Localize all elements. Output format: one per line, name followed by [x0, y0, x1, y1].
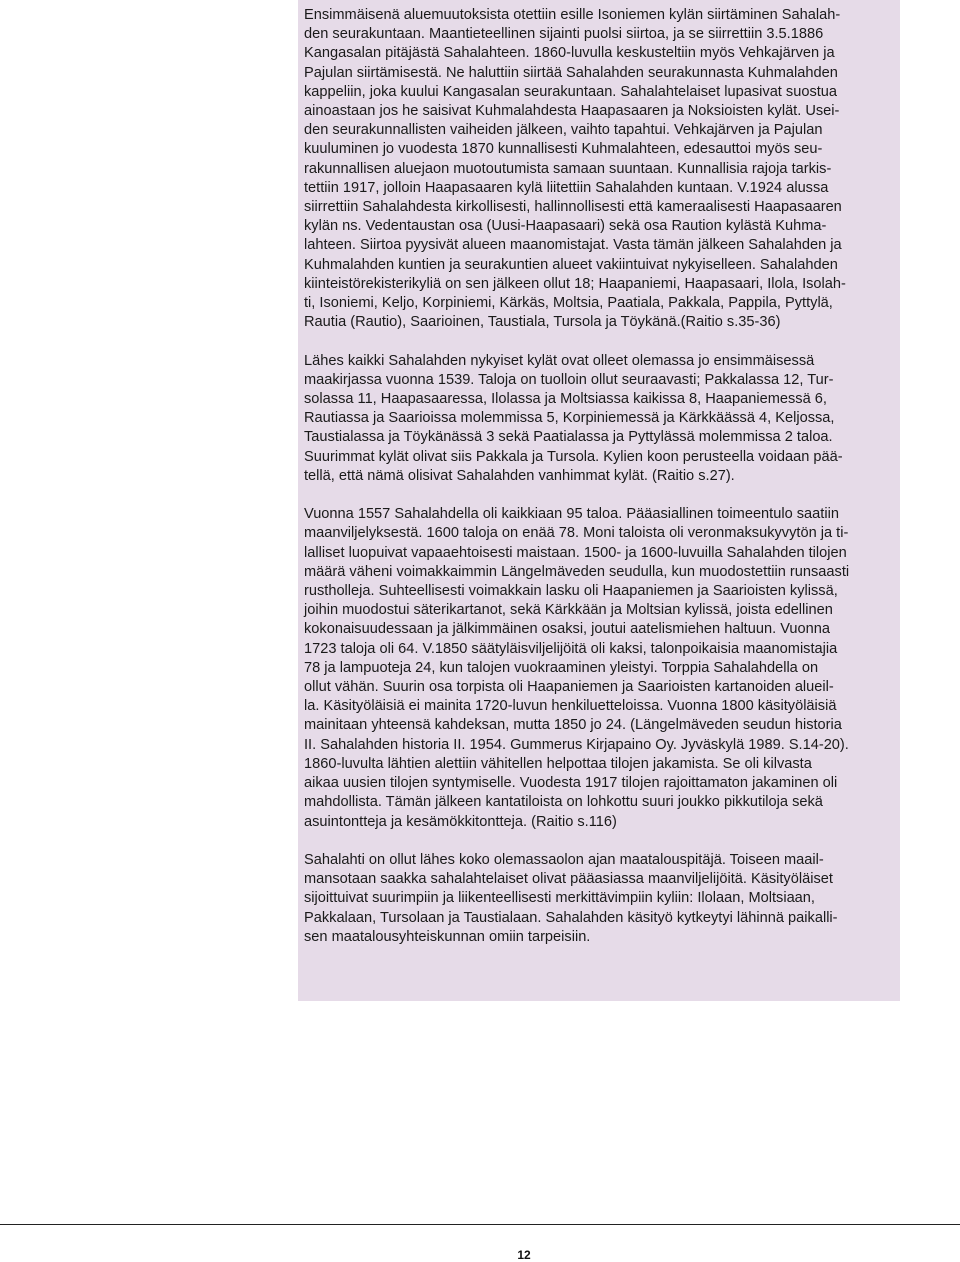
- text-panel: [298, 0, 900, 1001]
- paragraph-aluemuutokset: Ensimmäisenä aluemuutoksista otettiin esille Isoniemen kylän siirtäminen Sahalah- den seurakuntaan. Maantieteellinen sijainti puolsi siirtoa, ja se siirrettiin 3.5.1886 Kangasalan pitäjästä Sahalahteen. 1860-luvulla keskusteltiin myös Vehkajärven ja Pajulan siirtämisestä. Ne haluttiin siirtää Sahalahden seurakunnasta Kuhmalahden kappeliin, joka kuului Kangasalan seurakuntaan. Sahalahtelaiset lupasivat suostua ainoastaan jos he saisivat Kuhmalahdesta Haapasaaren ja Noksioisten kylät. Usei- den seurakunnallisten vaiheiden jälkeen, vaihto tapahtui. Vehkajärven ja Pajulan kuuluminen jo vuodesta 1870 kunnallisesti Kuhmalahteen, edesauttoi myös seu- rakunnallisen aluejaon muotoutumista samaan suuntaan. Kunnallisia rajoja tarkis- tettiin 1917, jolloin Haapasaaren kylä liitettiin Sahalahden kuntaan. V.1924 alussa siirrettiin Sahalahdesta kirkollisesti, hallinnollisesti että kameraalisesti Haapasaaren kylän ns. Vedentaustan osa (Uusi-Haapasaari) sekä osa Raution kylästä Kuhma- lahteen. Siirtoa pyysivät alueen maanomistajat. Vasta tämän jälkeen Sahalahden ja Kuhmalahden kuntien ja seurakuntien alueet vakiintuivat nykyiselleen. Sahalahden kiinteistörekisterikyliä on sen jälkeen ollut 18; Haapaniemi, Haapasaari, Ilola, Isolah- ti, Isoniemi, Keljo, Korpiniemi, Kärkäs, Moltsia, Paatiala, Pakkala, Pappila, Pyttylä, Rautia (Rautio), Saarioinen, Taustiala, Tursola ja Töykänä.(Raitio s.35-36): [304, 7, 846, 331]
- paragraph-maatalouspitaja: Sahalahti on ollut lähes koko olemassaolon ajan maatalouspitäjä. Toiseen maail- mansotaan saakka sahalahtelaiset olivat pääasiassa maanviljelijöitä. Käsityöläiset sijoittuivat suurimpiin ja liikenteellisesti merkittävimpiin kyliin: Ilolaan, Moltsiaan, Pakkalaan, Tursolaan ja Taustialaan. Sahalahden käsityö kytkeytyi lähinnä paikalli- sen maatalousyhteiskunnan omiin tarpeisiin.: [304, 851, 838, 945]
- paragraph-kylat-1539: Lähes kaikki Sahalahden nykyiset kylät ovat olleet olemassa jo ensimmäisessä maakirjassa vuonna 1539. Taloja on tuolloin ollut seuraavasti; Pakkalassa 12, Tur- solassa 11, Haapasaaressa, Ilolassa ja Moltsiassa kaikissa 8, Haapaniemessä 6, Rautiassa ja Saarioissa molemmissa 5, Korpiniemessä ja Kärkkäässä 4, Keljossa, Taustialassa ja Töykänässä 3 sekä Paatialassa ja Pyttylässä molemmissa 2 taloa. Suurimmat kylät olivat siis Pakkala ja Tursola. Kylien koon perusteella voidaan pää- tellä, että nämä olisivat Sahalahden vanhimmat kylät. (Raitio s.27).: [304, 352, 843, 484]
- paragraph-talot-1557: Vuonna 1557 Sahalahdella oli kaikkiaan 95 taloa. Pääasiallinen toimeentulo saatiin maanviljelyksestä. 1600 taloja on enää 78. Moni taloista oli veronmaksukyvytön ja ti- lalliset luopuivat vapaaehtoisesti maistaan. 1500- ja 1600-luvuilla Sahalahden tilojen määrä väheni voimakkaimmin Längelmäveden seudulla, kun muodostettiin runsaasti rustholleja. Suhteellisesti voimakkain lasku oli Haapaniemen ja Saarioisten kylissä, joihin muodostui säterikartanot, sekä Kärkkään ja Moltsian kylissä, joista edellinen kokonaisuudessaan ja jälkimmäinen osaksi, joutui aatelismiehen haltuun. Vuonna 1723 taloja oli 64. V.1850 säätyläisviljelijöitä oli kaksi, talonpoikaisia maanomistajia 78 ja lampuoteja 24, kun talojen vuokraaminen yleistyi. Torppia Sahalahdella on ollut vähän. Suurin osa torpista oli Haapaniemen ja Saarioisten kartanoiden alueil- la. Käsityöläisiä ei mainita 1720-luvun henkiluetteloissa. Vuonna 1800 käsityöläisiä mainitaan yhteensä kahdeksan, mutta 1850 jo 24. (Längelmäveden seudun historia II. Sahalahden historia II. 1954. Gummerus Kirjapaino Oy. Jyväskylä 1989. S.14-20). 1860-luvulta lähtien alettiin vähitellen helpottaa tilojen jakamista. Se oli kilvasta aikaa uusien tilojen syntymiselle. Vuodesta 1917 tilojen rajoittamaton jakaminen oli mahdollista. Tämän jälkeen kantatiloista on lohkottu suuri joukko pikkutiloja sekä asuintontteja ja kesämökkitontteja. (Raitio s.116): [304, 506, 850, 830]
- footer-divider: [0, 1224, 960, 1225]
- page-number: 12: [517, 1248, 531, 1262]
